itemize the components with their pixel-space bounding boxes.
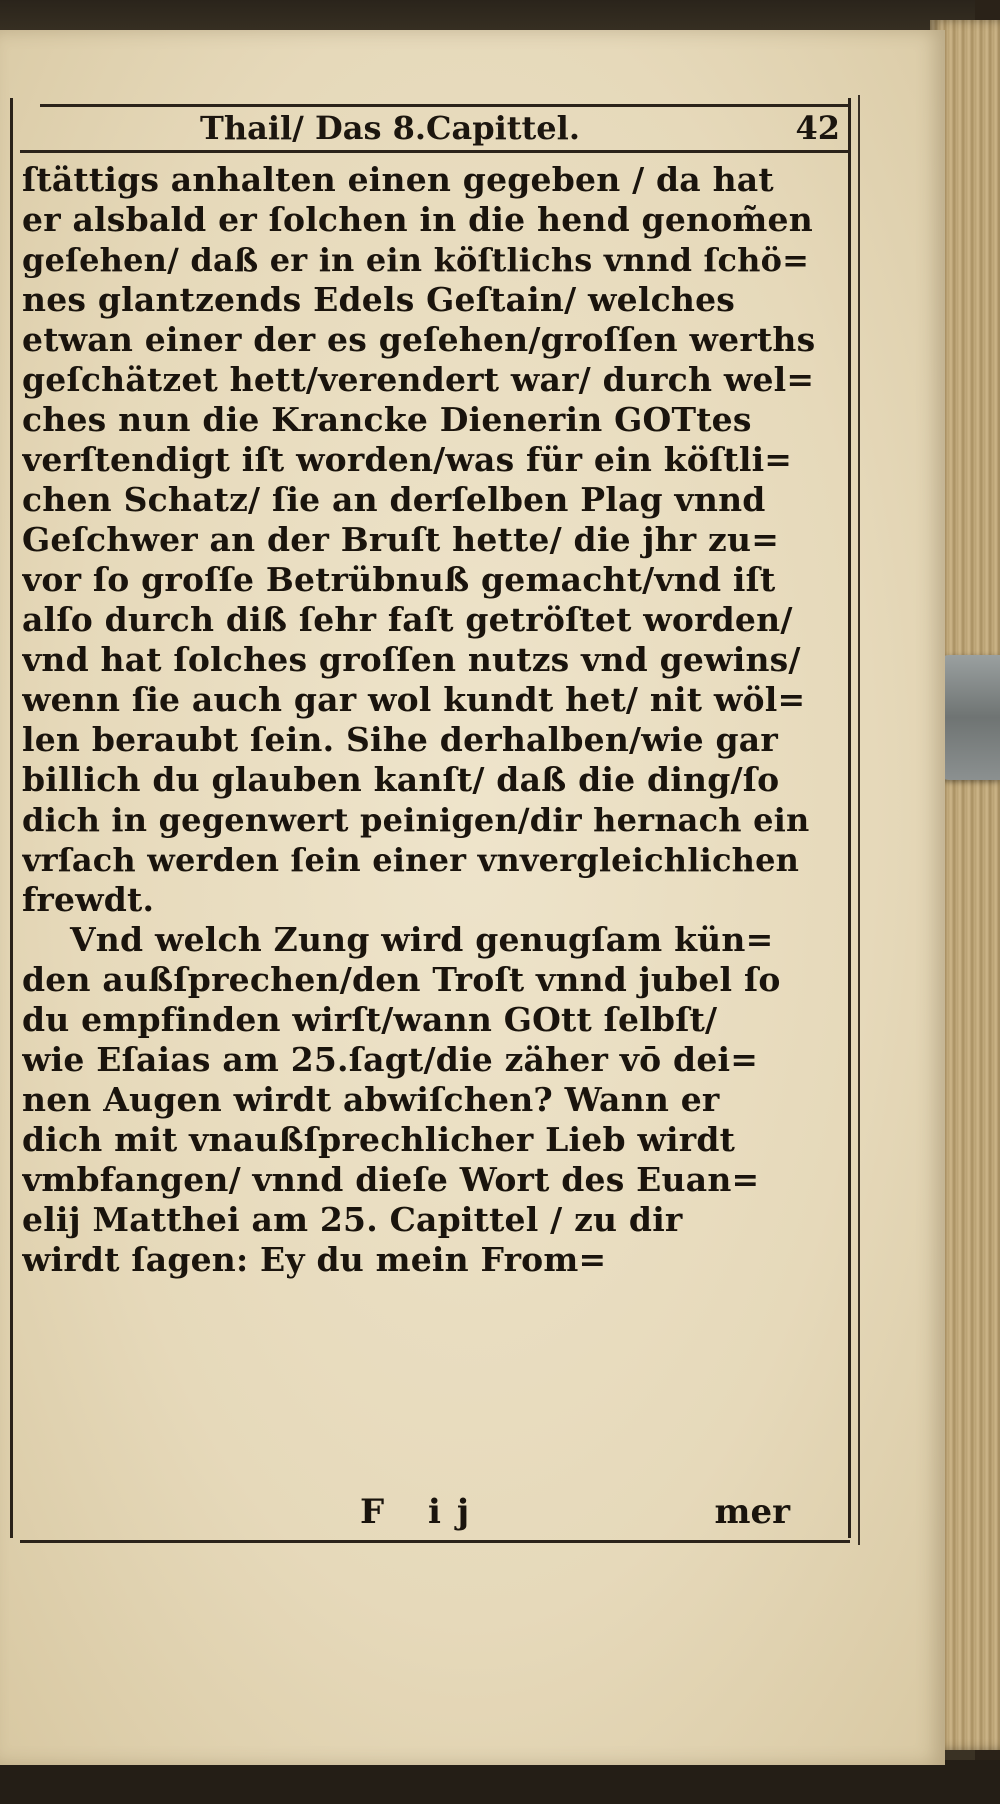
- text-line: dich mit vnaußſprechlicher Lieb wirdt: [22, 1120, 736, 1159]
- text-line: ches nun die Krancke Dienerin GOTtes: [22, 400, 752, 439]
- text-line: wenn ſie auch gar wol kundt het/ nit wöl=: [22, 680, 806, 719]
- text-line: etwan einer der es geſehen/groſſen werths: [22, 320, 816, 359]
- text-line: geſehen/ daß er in ein köſtlichs vnnd ſchö=: [22, 241, 810, 279]
- text-line: billich du glauben kanſt/ daß die ding/ſo: [22, 760, 780, 799]
- text-line: vrſach werden ſein einer vnvergleichlichen: [22, 841, 800, 879]
- text-line: elij Matthei am 25. Capittel / zu dir: [22, 1200, 683, 1239]
- bottom-shadow: [0, 1760, 1000, 1804]
- text-line: verſtendigt iſt worden/was für ein köſtli=: [22, 440, 793, 479]
- footer-rule: [20, 1540, 850, 1543]
- text-line: wirdt ſagen: Ey du mein From=: [22, 1240, 607, 1279]
- text-line: alſo durch diß ſehr faſt getröſtet worden/: [22, 600, 793, 639]
- text-line: len beraubt ſein. Sihe derhalben/wie gar: [22, 720, 778, 759]
- text-line: er alsbald er ſolchen in die hend genom̃en: [22, 200, 813, 239]
- header-rule-bottom: [20, 150, 850, 153]
- text-line: chen Schatz/ ſie an derſelben Plag vnnd: [22, 480, 766, 519]
- running-head-title: Thail/ Das 8.Capittel.: [200, 109, 580, 147]
- catchword: mer: [714, 1492, 790, 1532]
- text-line: vor ſo groſſe Betrübnuß gemacht/vnd iſt: [22, 560, 776, 599]
- text-line: Geſchwer an der Bruſt hette/ die jhr zu=: [22, 520, 780, 559]
- text-line: dich in gegenwert peinigen/dir hernach ein: [22, 801, 810, 839]
- text-line: frewdt.: [22, 880, 155, 919]
- text-line: vmbfangen/ vnnd dieſe Wort des Euan=: [22, 1160, 760, 1199]
- text-line: nes glantzends Edels Geſtain/ welches: [22, 280, 736, 319]
- text-line: den außſprechen/den Troſt vnnd jubel ſo: [22, 960, 781, 999]
- text-line: wie Eſaias am 25.ſagt/die zäher vō dei=: [22, 1040, 759, 1079]
- body-text: [22, 160, 822, 1280]
- text-line: vnd hat ſolches groſſen nutzs vnd gewins/: [22, 640, 801, 679]
- signature-mark: F ij: [360, 1492, 486, 1532]
- text-line: du empfinden wirſt/wann GOtt ſelbſt/: [22, 1000, 718, 1039]
- page-footer: [360, 1490, 790, 1534]
- running-head: [200, 106, 840, 150]
- text-line: ſtättigs anhalten einen gegeben / da hat: [22, 160, 774, 199]
- paragraph-first-line: Vnd welch Zung wird genugſam kün=: [70, 920, 774, 959]
- text-line: nen Augen wirdt abwiſchen? Wann er: [22, 1080, 720, 1119]
- text-line: geſchätzet hett/verendert war/ durch wel=: [22, 360, 815, 399]
- page-number: 42: [795, 109, 840, 147]
